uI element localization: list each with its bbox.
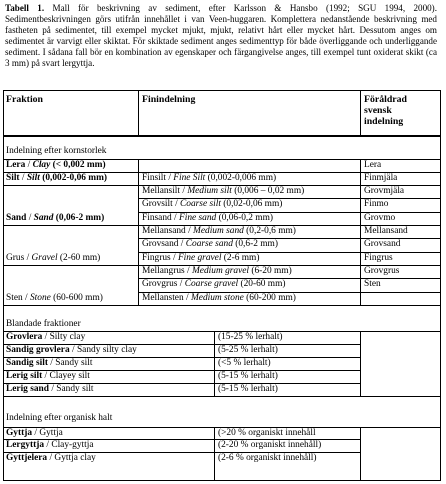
subfraction-mellansten: Mellansten / Medium stone (60-200 mm) <box>142 293 296 303</box>
header-foraldrad-1: Föråldrad <box>364 94 407 105</box>
mixed-row-pct: (15-25 % lerhalt) <box>218 332 283 342</box>
caption-line-2: Sedimentbeskrivningen görs utifrån innehållet i van Veen-huggaren. Komplettera nedanstående <box>5 14 370 25</box>
old-grovgrus: Sten <box>364 279 381 289</box>
column-divider <box>360 91 361 135</box>
subfraction-grovgrus: Grovgrus / Coarse gravel (20-60 mm) <box>142 279 286 289</box>
subfraction-mellangrus: Mellangrus / Medium gravel (6-20 mm) <box>142 266 292 276</box>
subfraction-grovsilt: Grovsilt / Coarse silt (0,02-0,06 mm) <box>142 199 283 209</box>
table-caption <box>5 3 437 70</box>
column-divider <box>138 159 139 305</box>
header-finindelning: Finindelning <box>142 94 196 105</box>
row-divider <box>4 396 440 397</box>
column-divider <box>214 427 215 481</box>
column-divider <box>138 91 139 135</box>
old-finsand: Grovmo <box>364 213 396 223</box>
column-divider <box>214 331 215 396</box>
caption-line-3: beskrivning med fastheten på sedimentet, till exempel mycket mjukt, mjukt, relativt hårt eller mycket <box>5 14 437 36</box>
mixed-row: Grovlera / Silty clay <box>6 332 86 342</box>
mixed-row-pct: (5-15 % lerhalt) <box>218 384 278 394</box>
old-mellangrus: Grovgrus <box>364 266 400 276</box>
caption-line-6: och färgangivelse anges, till exempel tunt oxiderat skikt (ca 3 mm) på svart lergyttja. <box>5 47 438 69</box>
row-divider <box>4 305 440 306</box>
subfraction-grovsand: Grovsand / Coarse sand (0,6-2 mm) <box>142 239 278 249</box>
fraction-sand: Sand / Sand (0,06-2 mm) <box>6 213 105 223</box>
header-foraldrad-3: indelning <box>364 116 404 127</box>
header-foraldrad-2: svensk <box>364 105 392 116</box>
mixed-row: Lerig sand / Sandy silt <box>6 384 94 394</box>
organic-row: Lergyttja / Clay-gyttja <box>6 440 94 450</box>
organic-row: Gyttja / Gyttja <box>6 428 63 438</box>
mixed-row: Sandig grovlera / Sandy silty clay <box>6 345 137 355</box>
subfraction-finsand: Finsand / Fine sand (0,06-0,2 mm) <box>142 213 274 223</box>
caption-line-1: Mall för beskrivning av sediment, efter Karlsson & Hansbo (1992; SGU 1994, 2000). <box>52 3 437 13</box>
header-fraktion: Fraktion <box>6 94 44 105</box>
caption-line-5: för både överliggande och underliggande sediment. I sådana fall bör en kombination av egenskaper <box>5 36 438 58</box>
mixed-row-pct: (5-15 % lerhalt) <box>218 371 278 381</box>
old-grovsand: Grovsand <box>364 239 401 249</box>
caption-line-4: hårt. Dessutom anges om sedimentet är varvigt eller skiktat. För skiktade sediment anges sedimenttyp <box>5 25 437 47</box>
section-title-blandade: Blandade fraktioner <box>6 319 81 329</box>
organic-row: Gyttjelera / Gyttja clay <box>6 453 96 463</box>
fraction-silt: Silt / Silt (0,002-0,06 mm) <box>6 173 108 183</box>
organic-row-pct: (>20 % organiskt innehåll <box>218 428 316 438</box>
column-divider <box>360 159 361 305</box>
subfraction-finsilt: Finsilt / Fine Silt (0,002-0,006 mm) <box>142 173 277 183</box>
fraction-grus: Grus / Gravel (2-60 mm) <box>6 253 101 263</box>
old-mellansand: Mellansand <box>364 226 408 236</box>
subfraction-mellansilt: Mellansilt / Medium silt (0,006 – 0,02 mm) <box>142 186 305 196</box>
caption-label: Tabell 1. <box>5 3 45 13</box>
mixed-row: Lerig silt / Clayey silt <box>6 371 90 381</box>
column-divider <box>360 331 361 396</box>
header-divider <box>4 135 440 137</box>
organic-row-pct: (2-6 % organiskt innehåll) <box>218 453 317 463</box>
section-title-organisk: Indelning efter organisk halt <box>6 413 113 423</box>
old-lera: Lera <box>364 160 382 170</box>
subfraction-mellansand: Mellansand / Medium sand (0,2-0,6 mm) <box>142 226 296 236</box>
old-grovsilt: Finmo <box>364 199 389 209</box>
section-title-kornstorlek: Indelning efter kornstorlek <box>6 146 107 156</box>
fraction-lera: Lera / Clay (< 0,002 mm) <box>6 160 106 170</box>
old-fingrus: Fingrus <box>364 253 393 263</box>
sediment-table <box>3 90 441 481</box>
old-mellansilt: Grovmjäla <box>364 186 405 196</box>
mixed-row-pct: (5-25 % lerhalt) <box>218 345 278 355</box>
mixed-row: Sandig silt / Sandy silt <box>6 358 93 368</box>
column-divider <box>360 427 361 481</box>
mixed-row-pct: (<5 % lerhalt) <box>218 358 271 368</box>
fraction-sten: Sten / Stone (60-600 mm) <box>6 293 103 303</box>
subfraction-fingrus: Fingrus / Fine gravel (2-6 mm) <box>142 253 260 263</box>
organic-row-pct: (2-20 % organiskt innehåll) <box>218 440 322 450</box>
old-finsilt: Finmjäla <box>364 173 398 183</box>
